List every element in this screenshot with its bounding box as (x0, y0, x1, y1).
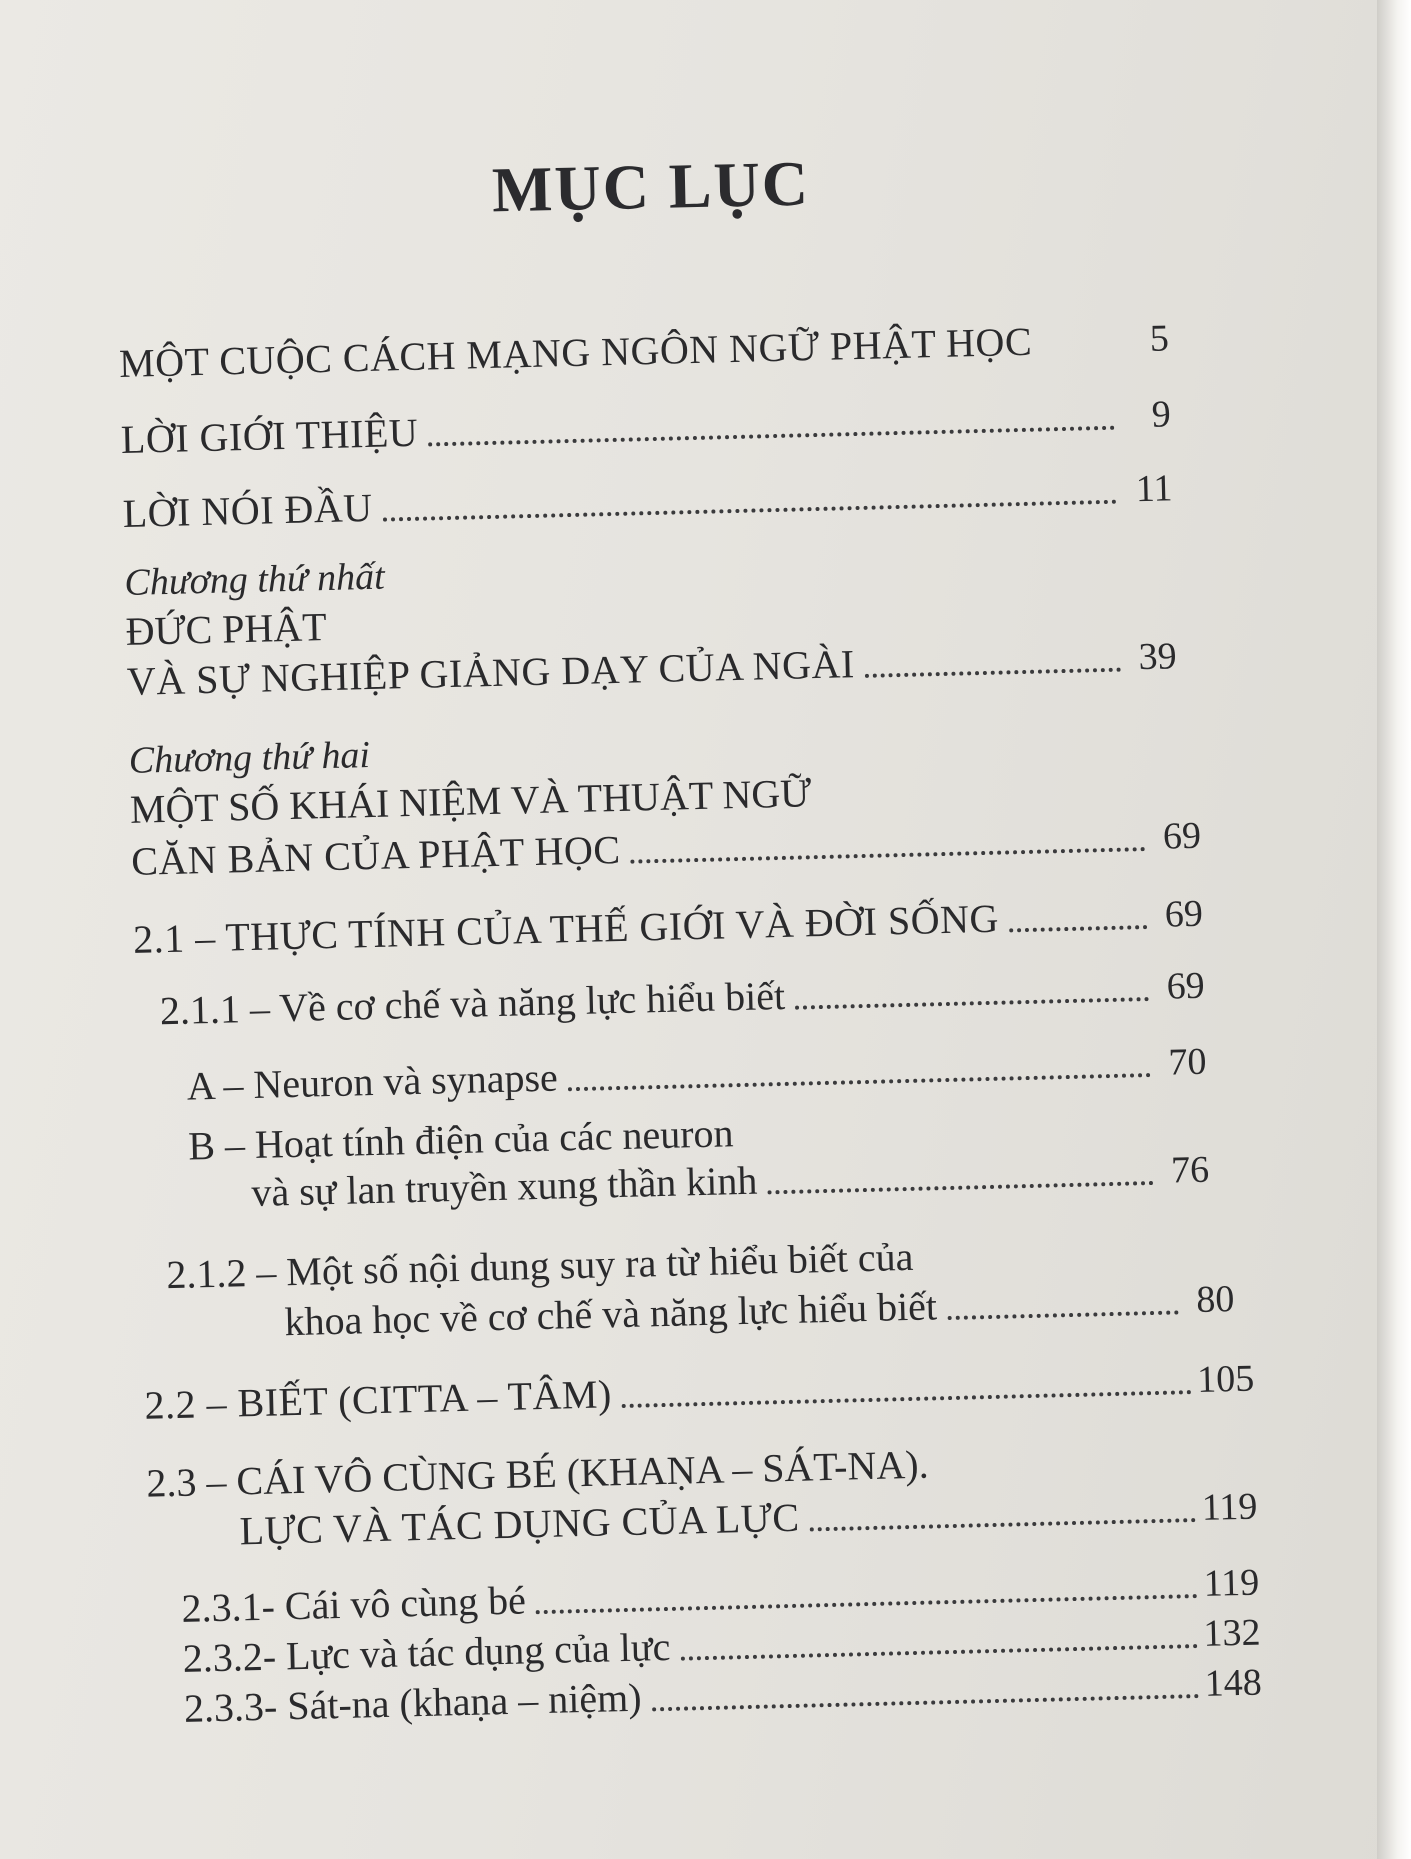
toc-page-number: 119 (1201, 1485, 1258, 1529)
toc-entry-title-line: ĐỨC PHẬT (125, 604, 328, 654)
toc-leader (536, 1594, 1198, 1614)
toc-page-number: 69 (1164, 892, 1204, 936)
toc-entry-title-line: 2.3 – CÁI VÔ CÙNG BÉ (KHAṆA – SÁT-NA). (145, 1441, 930, 1506)
page-title: MỤC LỤC (491, 147, 811, 226)
toc-entry-label: khoa học về cơ chế và năng lực hiểu biết (284, 1283, 938, 1345)
toc-entry-label: và sự lan truyền xung thần kinh (250, 1157, 758, 1216)
chapter-heading: Chương thứ nhất (123, 555, 386, 604)
toc-leader (383, 500, 1117, 522)
toc-page-number: 69 (1166, 964, 1206, 1008)
toc-leader (768, 1181, 1154, 1194)
toc-leader (1042, 350, 1113, 356)
toc-page-number: 9 (1151, 393, 1172, 436)
toc-page-number: 132 (1202, 1611, 1261, 1655)
chapter-heading: Chương thứ hai (128, 734, 371, 782)
toc-entry-label: CĂN BẢN CỦA PHẬT HỌC (130, 826, 622, 884)
toc-entry-label: 2.1.1 – Về cơ chế và năng lực hiểu biết (159, 972, 786, 1034)
toc-entry (144, 1355, 1255, 1430)
toc-entry-label: 2.2 – BIẾT (CITTA – TÂM) (144, 1371, 613, 1428)
toc-leader (1009, 925, 1147, 932)
toc-leader (652, 1694, 1199, 1711)
toc-entry-label: MỘT CUỘC CÁCH MẠNG NGÔN NGỮ PHẬT HỌC (118, 318, 1033, 387)
toc-entry (159, 962, 1205, 1036)
toc-entry-label: 2.3.1- Cái vô cùng bé (180, 1577, 527, 1631)
toc-entry-label: 2.1 – THỰC TÍNH CỦA THẾ GIỚI VÀ ĐỜI SỐNG (132, 895, 1000, 962)
toc-leader (622, 1390, 1192, 1408)
toc-entry-label: LỜI GIỚI THIỆU (120, 409, 419, 462)
toc-leader (810, 1518, 1196, 1531)
toc-entry-title-line: B – Hoạt tính điện của các neuron (187, 1110, 735, 1169)
toc-leader (795, 997, 1149, 1010)
toc-leader (428, 426, 1115, 447)
toc-entry-title-line: 2.1.2 – Một số nội dung suy ra từ hiểu biết của (165, 1233, 914, 1298)
toc-entry-label: LỜI NÓI ĐẦU (122, 484, 374, 536)
toc-page-number: 105 (1196, 1357, 1255, 1401)
toc-entry-label: 2.3.2- Lực và tác dụng của lực (182, 1623, 671, 1681)
toc-page-number: 39 (1138, 635, 1178, 679)
toc-page-number: 11 (1135, 467, 1173, 511)
toc-page-number: 69 (1162, 814, 1202, 858)
toc-leader (947, 1310, 1178, 1320)
toc-page-number: 76 (1170, 1148, 1210, 1192)
toc-entry-label: VÀ SỰ NGHIỆP GIẢNG DẠY CỦA NGÀI (126, 641, 856, 704)
toc-entry (122, 464, 1173, 538)
toc-entry-label: A – Neuron và synapse (186, 1054, 559, 1109)
toc-entry-title-line: MỘT SỐ KHÁI NIỆM VÀ THUẬT NGỮ (129, 770, 812, 832)
toc-entry (186, 1038, 1207, 1111)
toc-leader (631, 847, 1146, 864)
toc-entry (119, 314, 1170, 388)
toc-page-number: 148 (1204, 1661, 1263, 1705)
toc-page-number: 119 (1203, 1561, 1260, 1605)
toc-entry (133, 890, 1204, 964)
toc-leader (568, 1073, 1151, 1091)
toc-page-number: 5 (1149, 317, 1170, 360)
toc-leader (865, 668, 1121, 678)
toc-leader (680, 1644, 1197, 1661)
toc-entry-label: LỰC VÀ TÁC DỤNG CỦA LỰC (239, 1494, 800, 1554)
toc-page-number: 70 (1167, 1040, 1208, 1084)
toc-entry-label: 2.3.3- Sát-na (khaṇa – niệm) (183, 1674, 643, 1731)
toc-entry (120, 390, 1171, 464)
toc-page-number: 80 (1195, 1278, 1235, 1321)
